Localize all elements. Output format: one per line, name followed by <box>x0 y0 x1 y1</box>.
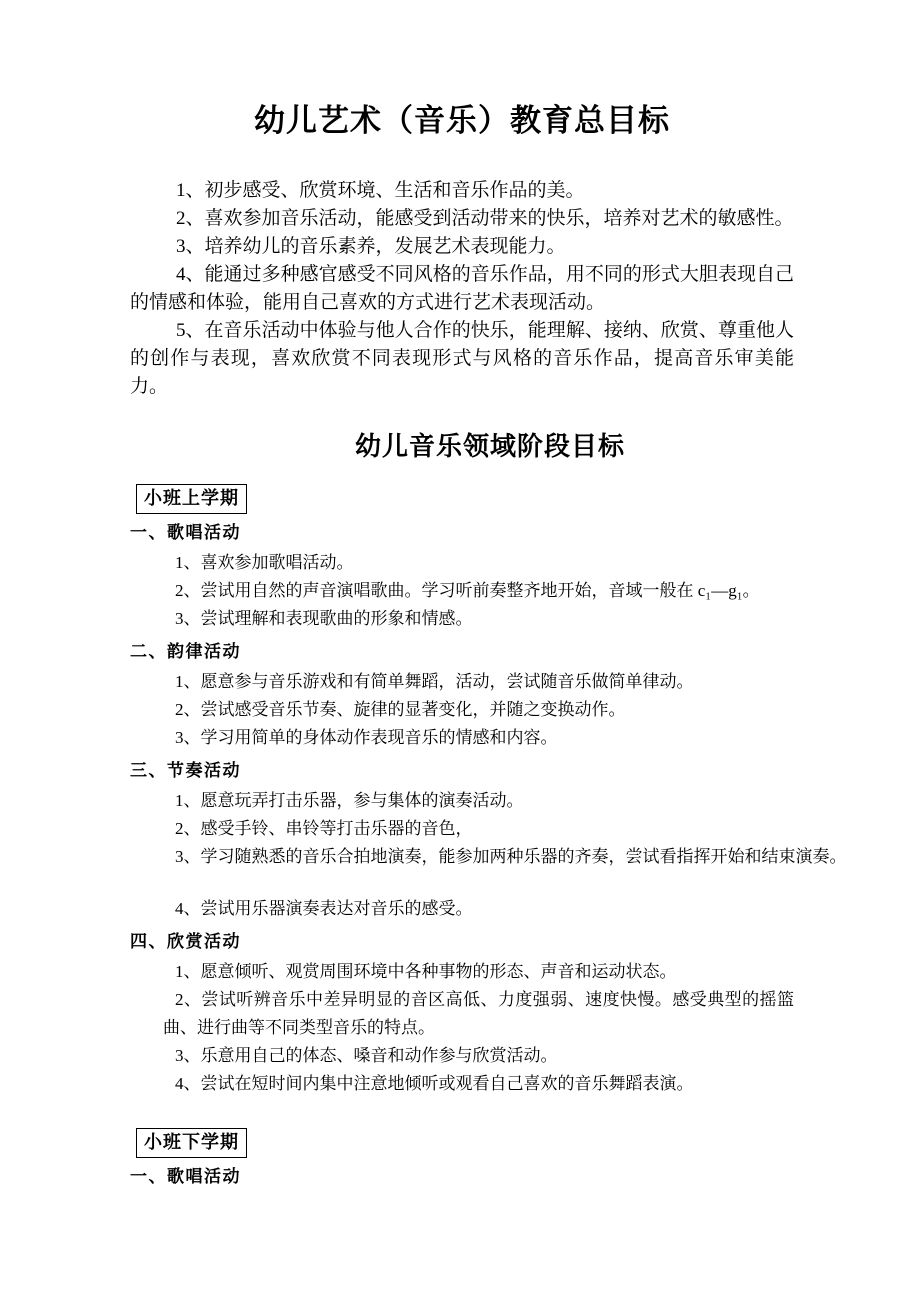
section-heading: 二、韵律活动 <box>130 642 241 661</box>
section-item: 3、尝试理解和表现歌曲的形象和情感。 <box>175 609 473 628</box>
section-singing-lower <box>130 1167 794 1187</box>
semester-lower-label: 小班下学期 <box>136 1128 247 1158</box>
section-heading: 三、节奏活动 <box>130 761 241 780</box>
section-item: 3、学习用简单的身体动作表现音乐的情感和内容。 <box>175 728 558 747</box>
overall-goal: 1、初步感受、欣赏环境、生活和音乐作品的美。 <box>176 180 585 201</box>
section-heading: 一、歌唱活动 <box>130 523 241 542</box>
section-appreciation <box>130 932 794 1098</box>
section-item: 2、尝试听辨音乐中差异明显的音区高低、力度强弱、速度快慢。感受典型的摇篮曲、进行曲等不同类型音乐的特点。 <box>163 990 794 1037</box>
section-item: 4、尝试在短时间内集中注意地倾听或观看自己喜欢的音乐舞蹈表演。 <box>175 1074 694 1093</box>
section-item: 1、喜欢参加歌唱活动。 <box>175 553 354 572</box>
overall-goal: 2、喜欢参加音乐活动，能感受到活动带来的快乐，培养对艺术的敏感性。 <box>176 208 794 229</box>
section-item: 1、愿意玩弄打击乐器，参与集体的演奏活动。 <box>175 791 524 810</box>
main-title: 幼儿艺术（音乐）教育总目标 <box>254 103 670 138</box>
semester-lower <box>130 1098 794 1187</box>
overall-goal: 4、能通过多种感官感受不同风格的音乐作品，用不同的形式大胆表现自己的情感和体验，能用自己喜欢的方式进行艺术表现活动。 <box>130 264 794 313</box>
stage-title: 幼儿音乐领域阶段目标 <box>354 431 625 461</box>
section-beat <box>130 761 847 923</box>
overall-goal: 3、培养幼儿的音乐素养，发展艺术表现能力。 <box>176 236 566 257</box>
section-item: 2、感受手铃、串铃等打击乐器的音色， <box>175 819 473 838</box>
section-item: 1、愿意倾听、观赏周围环境中各种事物的形态、声音和运动状态。 <box>175 962 677 981</box>
overall-goals <box>130 177 794 401</box>
section-item: 2、尝试用自然的声音演唱歌曲。学习听前奏整齐地开始，音域一般在 c₁—g₁。 <box>175 581 760 600</box>
section-item: 3、乐意用自己的体态、嗓音和动作参与欣赏活动。 <box>175 1046 558 1065</box>
section-singing <box>130 523 794 633</box>
section-item: 1、愿意参与音乐游戏和有简单舞蹈，活动，尝试随音乐做简单律动。 <box>175 672 694 691</box>
semester-upper-label: 小班上学期 <box>136 484 247 514</box>
section-heading: 一、歌唱活动 <box>130 1167 241 1186</box>
section-item: 3、学习随熟悉的音乐合拍地演奏，能参加两种乐器的齐奏，尝试看指挥开始和结束演奏。 <box>175 847 847 866</box>
section-item: 4、尝试用乐器演奏表达对音乐的感受。 <box>175 899 473 918</box>
section-item: 2、尝试感受音乐节奏、旋律的显著变化，并随之变换动作。 <box>175 700 626 719</box>
section-rhythmic-movement <box>130 642 794 752</box>
overall-goal: 5、在音乐活动中体验与他人合作的快乐，能理解、接纳、欣赏、尊重他人的创作与表现，喜欢欣赏不同表现形式与风格的音乐作品，提高音乐审美能力。 <box>130 320 794 397</box>
semester-upper <box>130 462 847 1098</box>
section-heading: 四、欣赏活动 <box>130 932 241 951</box>
